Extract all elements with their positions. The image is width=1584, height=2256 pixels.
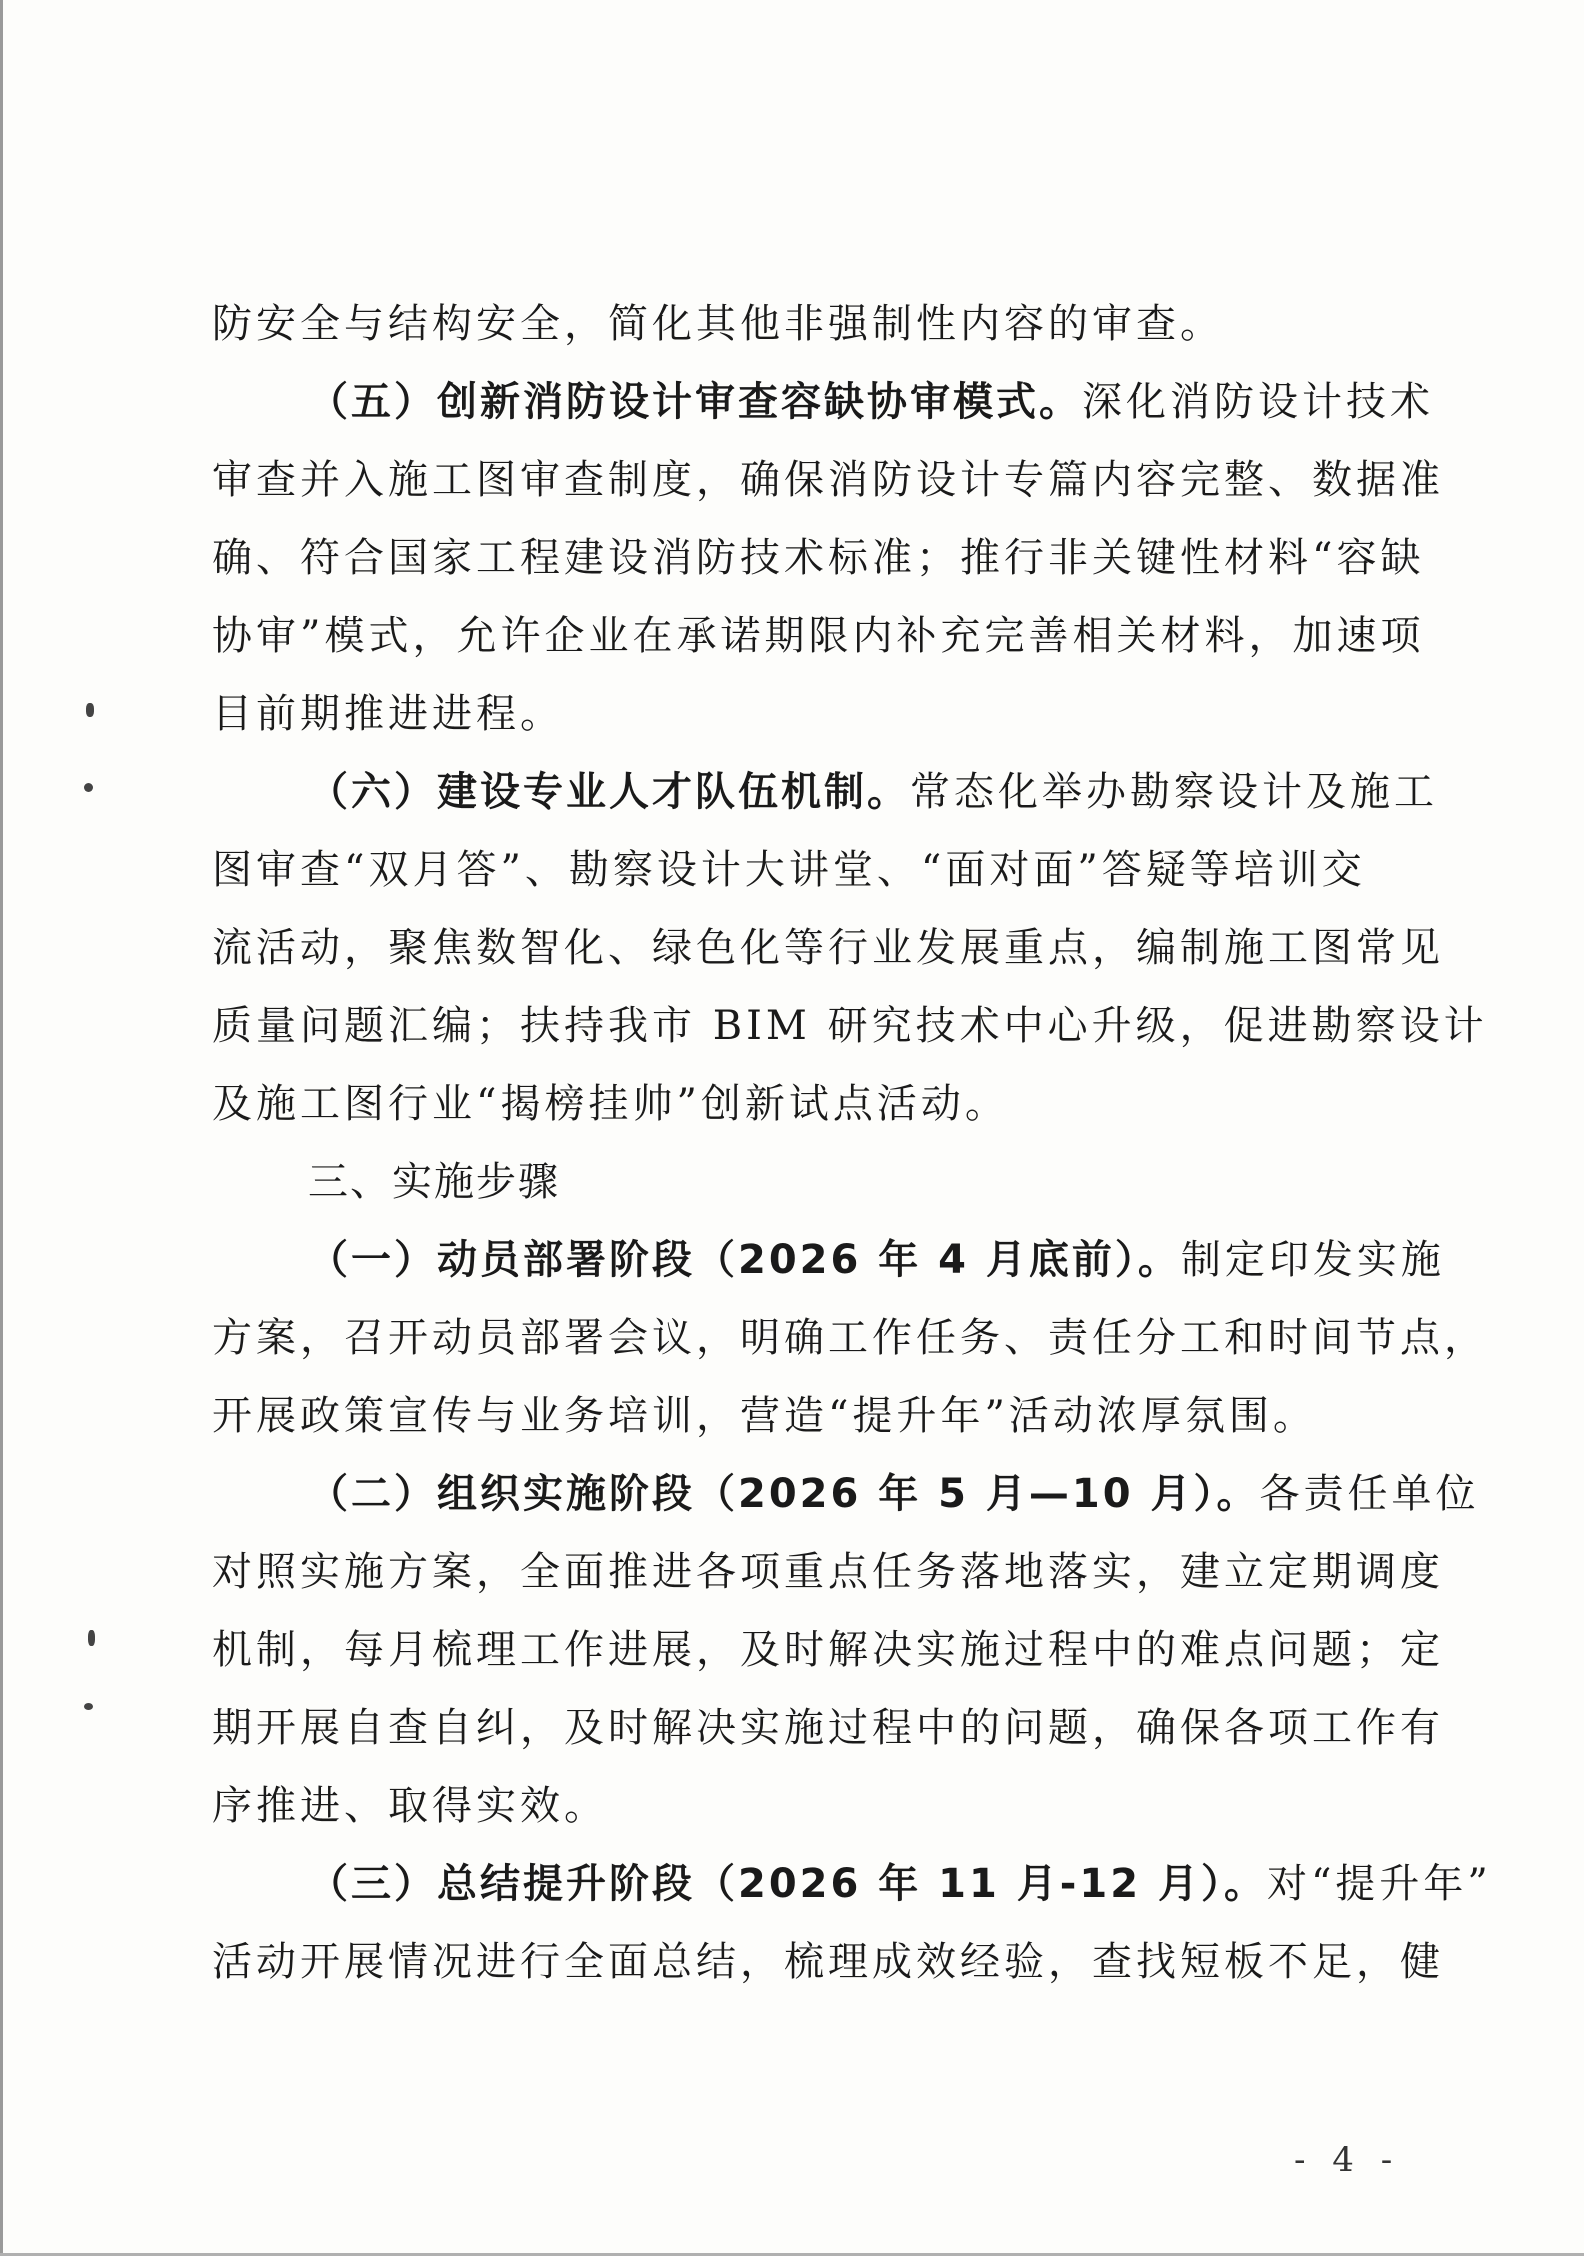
text-line bbox=[212, 1299, 1488, 1377]
text-line bbox=[212, 675, 1392, 753]
sub-heading-text: （五）创新消防设计审查容缺协审模式。 bbox=[308, 379, 1082, 425]
body-text: 制定印发实施 bbox=[1180, 1237, 1445, 1283]
text-line bbox=[212, 1377, 1392, 1455]
body-text: 目前期推进进程。 bbox=[212, 691, 564, 737]
scan-left-edge bbox=[0, 0, 3, 2256]
body-text: 审查并入施工图审查制度，确保消防设计专篇内容完整、数据准 bbox=[212, 457, 1444, 503]
body-text: 质量问题汇编；扶持我市 BIM 研究技术中心升级，促进勘察设计 bbox=[212, 1003, 1488, 1049]
section-heading bbox=[212, 1143, 1392, 1221]
text-line bbox=[212, 1689, 1444, 1767]
text-line bbox=[212, 1221, 1445, 1299]
text-line bbox=[212, 363, 1434, 441]
sub-heading-text: （一）动员部署阶段（2026 年 4 月底前）。 bbox=[308, 1237, 1181, 1283]
body-text: 三、实施步骤 bbox=[308, 1159, 560, 1205]
body-text: 开展政策宣传与业务培训，营造“提升年”活动浓厚氛围。 bbox=[212, 1393, 1317, 1439]
text-line bbox=[212, 1767, 1392, 1845]
body-text: 及施工图行业“揭榜挂帅”创新试点活动。 bbox=[212, 1081, 1009, 1127]
text-line bbox=[212, 909, 1444, 987]
text-line bbox=[212, 987, 1488, 1065]
body-text: 期开展自查自纠，及时解决实施过程中的问题，确保各项工作有 bbox=[212, 1705, 1444, 1751]
text-line bbox=[212, 1611, 1444, 1689]
body-text: 协审”模式，允许企业在承诺期限内补充完善相关材料，加速项 bbox=[212, 613, 1425, 659]
scan-speck bbox=[84, 783, 93, 792]
scan-speck bbox=[84, 1703, 93, 1710]
body-text: 流活动，聚焦数智化、绿色化等行业发展重点，编制施工图常见 bbox=[212, 925, 1444, 971]
scan-speck bbox=[86, 703, 94, 717]
body-text: 深化消防设计技术 bbox=[1082, 379, 1434, 425]
text-line bbox=[212, 1845, 1492, 1923]
text-line bbox=[212, 831, 1392, 909]
text-line bbox=[212, 597, 1425, 675]
text-line bbox=[212, 1533, 1444, 1611]
body-text: 活动开展情况进行全面总结，梳理成效经验，查找短板不足，健 bbox=[212, 1939, 1444, 1985]
body-text: 图审查“双月答”、勘察设计大讲堂、“面对面”答疑等培训交 bbox=[212, 847, 1366, 893]
body-text: 方案，召开动员部署会议，明确工作任务、责任分工和时间节点， bbox=[212, 1315, 1488, 1361]
sub-heading-text: （二）组织实施阶段（2026 年 5 月—10 月）。 bbox=[308, 1471, 1260, 1517]
document-body bbox=[212, 285, 1492, 2001]
text-line bbox=[212, 519, 1425, 597]
scan-speck bbox=[88, 1630, 95, 1646]
text-line bbox=[212, 441, 1444, 519]
body-text: 机制，每月梳理工作进展，及时解决实施过程中的难点问题；定 bbox=[212, 1627, 1444, 1673]
text-line bbox=[212, 1455, 1480, 1533]
text-line bbox=[212, 285, 1392, 363]
text-line bbox=[212, 1065, 1392, 1143]
body-text: 序推进、取得实效。 bbox=[212, 1783, 608, 1829]
sub-heading-text: （三）总结提升阶段（2026 年 11 月-12 月）。 bbox=[308, 1861, 1267, 1907]
body-text: 常态化举办勘察设计及施工 bbox=[910, 769, 1438, 815]
body-text: 对照实施方案，全面推进各项重点任务落地落实，建立定期调度 bbox=[212, 1549, 1444, 1595]
body-text: 对“提升年” bbox=[1266, 1861, 1492, 1907]
sub-heading-text: （六）建设专业人才队伍机制。 bbox=[308, 769, 910, 815]
body-text: 各责任单位 bbox=[1259, 1471, 1480, 1517]
body-text: 确、符合国家工程建设消防技术标准；推行非关键性材料“容缺 bbox=[212, 535, 1425, 581]
text-line bbox=[212, 753, 1438, 831]
page-number: - 4 - bbox=[1294, 2140, 1401, 2180]
body-text: 防安全与结构安全，简化其他非强制性内容的审查。 bbox=[212, 301, 1224, 347]
text-line bbox=[212, 1923, 1444, 2001]
